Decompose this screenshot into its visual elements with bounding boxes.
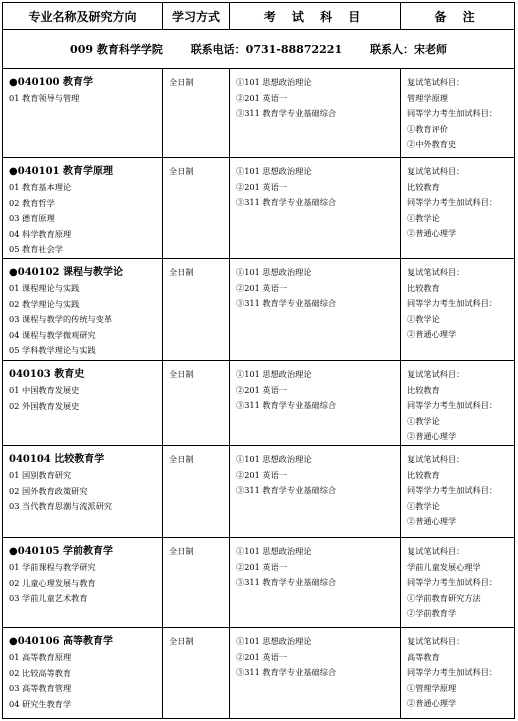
note-line: 同等学力考生加试科目： bbox=[407, 298, 498, 309]
program-code-name: 040103 教育史 bbox=[9, 369, 85, 380]
note-cell bbox=[401, 158, 515, 259]
header-program: 专业名称及研究方向 bbox=[3, 3, 163, 30]
program-code-name: 040105 学前教育学 bbox=[17, 545, 113, 557]
research-direction: 04 课程与教学微观研究 bbox=[9, 329, 96, 340]
program-cell bbox=[3, 445, 163, 537]
exam-subject: ③311 教育学专业基础综合 bbox=[236, 400, 337, 411]
research-direction: 02 儿童心理发展与教育 bbox=[9, 577, 96, 588]
note-line: ②普通心理学 bbox=[407, 431, 457, 442]
catalog-table bbox=[2, 2, 515, 719]
program-heading bbox=[9, 265, 162, 281]
mode-cell bbox=[163, 361, 230, 446]
exam-cell bbox=[230, 537, 401, 627]
exam-subject: ①101 思想政治理论 bbox=[236, 453, 312, 464]
mode-cell bbox=[163, 259, 230, 361]
exam-cell bbox=[230, 259, 401, 361]
program-code-name: 040100 教育学 bbox=[17, 77, 93, 88]
program-marker: ● bbox=[9, 77, 18, 88]
note-line: 比较教育 bbox=[407, 469, 440, 480]
school-row bbox=[3, 30, 515, 69]
note-cell bbox=[401, 537, 515, 627]
note-line: ②普通心理学 bbox=[407, 228, 457, 239]
program-cell bbox=[3, 627, 163, 718]
note-cell bbox=[401, 69, 515, 158]
note-line: ①教学论 bbox=[407, 415, 440, 426]
mode-cell bbox=[163, 445, 230, 537]
program-row bbox=[3, 158, 515, 259]
research-direction: 01 课程理论与实践 bbox=[9, 283, 80, 293]
note-line: 复试笔试科目： bbox=[407, 545, 465, 556]
research-direction: 03 课程与教学的传统与变革 bbox=[9, 314, 113, 325]
note-line: ①教学论 bbox=[407, 212, 440, 223]
school-contact: 联系人：宋老师 bbox=[369, 43, 447, 56]
note-line: 复试笔试科目： bbox=[407, 369, 465, 379]
note-line: 复试笔试科目： bbox=[407, 166, 465, 176]
program-row bbox=[3, 69, 515, 158]
note-line: 同等学力考生加试科目： bbox=[407, 485, 498, 496]
program-code-name: 040106 高等教育学 bbox=[17, 635, 113, 647]
program-cell bbox=[3, 361, 163, 446]
study-mode: 全日制 bbox=[169, 77, 194, 87]
research-direction: 04 研究生教育学 bbox=[9, 698, 72, 709]
exam-subject: ①101 思想政治理论 bbox=[236, 635, 312, 646]
exam-subject: ③311 教育学专业基础综合 bbox=[236, 667, 337, 678]
program-row bbox=[3, 259, 515, 361]
note-line: 同等学力考生加试科目： bbox=[407, 667, 498, 678]
research-direction: 01 高等教育原理 bbox=[9, 651, 72, 662]
study-mode: 全日制 bbox=[169, 369, 194, 379]
note-line: 同等学力考生加试科目： bbox=[407, 400, 498, 411]
program-code-name: 040102 课程与教学论 bbox=[17, 267, 123, 278]
research-direction: 04 科学教育原理 bbox=[9, 228, 72, 239]
mode-cell bbox=[163, 69, 230, 158]
mode-cell bbox=[163, 158, 230, 259]
program-heading bbox=[9, 452, 162, 468]
program-row bbox=[3, 537, 515, 627]
research-direction: 03 学前儿童艺术教育 bbox=[9, 593, 88, 604]
program-marker: ● bbox=[9, 545, 18, 557]
exam-subject: ①101 思想政治理论 bbox=[236, 77, 312, 87]
exam-cell bbox=[230, 627, 401, 718]
note-line: 同等学力考生加试科目： bbox=[407, 577, 498, 588]
exam-subject: ①101 思想政治理论 bbox=[236, 545, 312, 556]
research-direction: 03 高等教育管理 bbox=[9, 683, 72, 694]
note-line: ①教育评价 bbox=[407, 123, 448, 134]
program-row bbox=[3, 445, 515, 537]
note-line: ②中外教育史 bbox=[407, 139, 457, 150]
note-line: ①教学论 bbox=[407, 313, 440, 324]
exam-subject: ③311 教育学专业基础综合 bbox=[236, 108, 337, 119]
note-line: 复试笔试科目： bbox=[407, 453, 465, 464]
program-cell bbox=[3, 69, 163, 158]
study-mode: 全日制 bbox=[169, 166, 194, 176]
exam-subject: ①101 思想政治理论 bbox=[236, 369, 312, 379]
program-code-name: 040104 比较教育学 bbox=[9, 453, 105, 465]
header-note: 备 注 bbox=[401, 3, 515, 30]
exam-cell bbox=[230, 361, 401, 446]
study-mode: 全日制 bbox=[169, 267, 194, 277]
note-line: ②普通心理学 bbox=[407, 329, 457, 340]
exam-subject: ③311 教育学专业基础综合 bbox=[236, 485, 337, 496]
exam-subject: ①101 思想政治理论 bbox=[236, 166, 312, 176]
note-line: 复试笔试科目： bbox=[407, 635, 465, 646]
study-mode: 全日制 bbox=[169, 545, 194, 556]
research-direction: 03 当代教育思潮与流派研究 bbox=[9, 501, 113, 512]
exam-subject: ③311 教育学专业基础综合 bbox=[236, 298, 337, 309]
note-line: 比较教育 bbox=[407, 181, 440, 192]
program-marker: ● bbox=[9, 635, 18, 647]
exam-cell bbox=[230, 158, 401, 259]
note-line: 复试笔试科目： bbox=[407, 77, 465, 87]
program-cell bbox=[3, 259, 163, 361]
exam-cell bbox=[230, 69, 401, 158]
research-direction: 02 教学理论与实践 bbox=[9, 298, 80, 309]
exam-subject: ②201 英语一 bbox=[236, 561, 287, 572]
note-line: 复试笔试科目： bbox=[407, 267, 465, 277]
program-cell bbox=[3, 537, 163, 627]
research-direction: 02 比较高等教育 bbox=[9, 667, 72, 678]
exam-subject: ②201 英语一 bbox=[236, 181, 287, 192]
header-exam: 考 试 科 目 bbox=[230, 3, 401, 30]
mode-cell bbox=[163, 537, 230, 627]
school-name: 009 教育科学学院 bbox=[70, 43, 163, 56]
note-cell bbox=[401, 259, 515, 361]
study-mode: 全日制 bbox=[169, 635, 194, 646]
research-direction: 02 教育哲学 bbox=[9, 197, 55, 208]
program-marker: ● bbox=[9, 166, 18, 177]
program-heading bbox=[9, 634, 162, 650]
note-line: ①管理学原理 bbox=[407, 682, 457, 693]
research-direction: 02 外国教育发展史 bbox=[9, 400, 80, 411]
exam-subject: ②201 英语一 bbox=[236, 469, 287, 480]
admissions-catalog-sheet bbox=[2, 2, 514, 719]
note-line: 管理学原理 bbox=[407, 92, 448, 103]
program-cell bbox=[3, 158, 163, 259]
program-marker: ● bbox=[9, 267, 18, 278]
note-line: 同等学力考生加试科目： bbox=[407, 197, 498, 208]
research-direction: 02 国外教育政策研究 bbox=[9, 485, 88, 496]
program-heading bbox=[9, 544, 162, 560]
note-line: 同等学力考生加试科目： bbox=[407, 108, 498, 119]
note-line: 高等教育 bbox=[407, 651, 440, 662]
exam-cell bbox=[230, 445, 401, 537]
note-line: 学前儿童发展心理学 bbox=[407, 561, 481, 572]
program-row bbox=[3, 627, 515, 718]
note-line: 比较教育 bbox=[407, 282, 440, 293]
exam-subject: ②201 英语一 bbox=[236, 92, 287, 103]
research-direction: 01 教育领导与管理 bbox=[9, 93, 80, 103]
exam-subject: ②201 英语一 bbox=[236, 384, 287, 395]
research-direction: 01 教育基本理论 bbox=[9, 182, 72, 192]
exam-subject: ①101 思想政治理论 bbox=[236, 267, 312, 277]
research-direction: 03 德育原理 bbox=[9, 213, 55, 224]
exam-subject: ③311 教育学专业基础综合 bbox=[236, 577, 337, 588]
school-info bbox=[3, 30, 515, 69]
note-line: ②普通心理学 bbox=[407, 516, 457, 527]
note-line: 比较教育 bbox=[407, 384, 440, 395]
exam-subject: ②201 英语一 bbox=[236, 651, 287, 662]
program-heading bbox=[9, 164, 162, 180]
note-line: ①教学论 bbox=[407, 500, 440, 511]
research-direction: 01 学前课程与教学研究 bbox=[9, 561, 96, 572]
program-heading bbox=[9, 367, 162, 383]
note-line: ①学前教育研究方法 bbox=[407, 592, 481, 603]
header-mode: 学习方式 bbox=[163, 3, 230, 30]
exam-subject: ③311 教育学专业基础综合 bbox=[236, 197, 337, 208]
note-line: ②普通心理学 bbox=[407, 698, 457, 709]
note-line: ②学前教育学 bbox=[407, 608, 457, 619]
research-direction: 01 中国教育发展史 bbox=[9, 385, 80, 395]
research-direction: 05 学科教学理论与实践 bbox=[9, 345, 96, 356]
study-mode: 全日制 bbox=[169, 453, 194, 464]
mode-cell bbox=[163, 627, 230, 718]
school-phone: 联系电话：0731-88872221 bbox=[190, 43, 343, 56]
research-direction: 01 国别教育研究 bbox=[9, 469, 72, 480]
program-code-name: 040101 教育学原理 bbox=[17, 166, 113, 177]
header-row bbox=[3, 3, 515, 30]
note-cell bbox=[401, 445, 515, 537]
note-cell bbox=[401, 627, 515, 718]
research-direction: 05 教育社会学 bbox=[9, 244, 63, 255]
note-cell bbox=[401, 361, 515, 446]
program-row bbox=[3, 361, 515, 446]
exam-subject: ②201 英语一 bbox=[236, 282, 287, 293]
program-heading bbox=[9, 75, 162, 91]
